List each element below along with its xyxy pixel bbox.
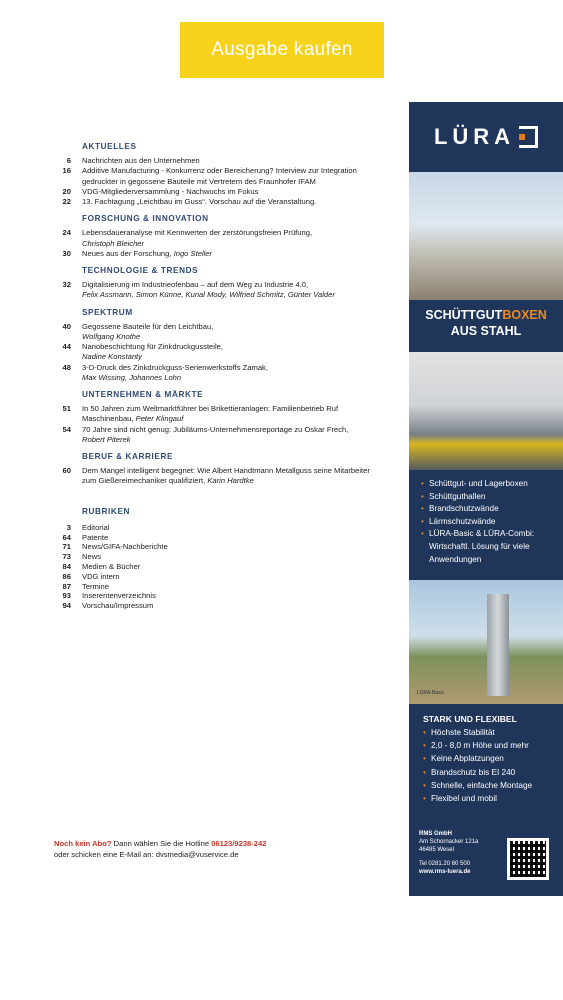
page-number: 84 [62, 562, 71, 572]
ad-photo-basic [409, 580, 563, 704]
page-number: 40 [62, 321, 71, 331]
toc-entry[interactable] [56, 342, 376, 362]
ad-photo-boxes [409, 172, 563, 300]
page-number: 54 [62, 424, 71, 434]
toc-entry[interactable] [56, 166, 376, 186]
subscription-note: Noch kein Abo? Dann wählen Sie die Hotline 06123/9238-242 oder schicken eine E-Mail an: dvsmedia@vuservice.de [54, 839, 267, 859]
page-number: 94 [62, 601, 71, 611]
page-number: 73 [62, 552, 71, 562]
toc-entry[interactable] [56, 249, 376, 259]
bullet-icon: • [423, 741, 426, 751]
section-forschung [56, 214, 376, 259]
entry-text: Dem Mangel intelligent begegnet: Wie Albert Handtmann Metallguss seine Mitarbeiter zum Gießereimechaniker qualifiziert, Karin Hardtke [82, 466, 370, 486]
list-item: • Schnelle, einfache Montage [423, 779, 559, 792]
toc-entry[interactable] [56, 363, 376, 383]
rubrik-text: Termine [82, 581, 110, 591]
section-technologie [56, 266, 376, 301]
section-unternehmen [56, 390, 376, 445]
entry-author: Peter Klingauf [135, 414, 184, 424]
rubrik-text: VDG intern [82, 571, 120, 581]
section-title: UNTERNEHMEN & MÄRKTE [82, 390, 204, 400]
entry-author: Nadine Konstanty [82, 352, 142, 362]
list-item: • Flexibel und mobil [423, 792, 559, 805]
toc-entry[interactable] [56, 197, 376, 207]
page-number: 48 [62, 362, 71, 372]
list-item: • Höchste Stabilität [423, 726, 559, 739]
ad-benefit-list [423, 726, 559, 805]
advertisement[interactable] [409, 102, 563, 896]
rubrik-item[interactable] [56, 552, 376, 562]
rubrik-item[interactable] [56, 601, 376, 611]
toc-entry[interactable] [56, 187, 376, 197]
entry-text: Neues aus der Forschung, Ingo Steller [82, 248, 213, 258]
section-rubriken [56, 507, 376, 611]
toc-entry[interactable] [56, 280, 376, 300]
bullet-icon: • [423, 767, 426, 777]
abo-lead: Noch kein Abo? [54, 839, 112, 848]
luera-logo: LÜRA [409, 102, 563, 172]
bullet-icon: • [423, 728, 426, 737]
pillar-shape [487, 594, 509, 696]
page-number: 3 [66, 522, 71, 532]
toc-entry[interactable] [56, 425, 376, 445]
entry-text: Lebensdaueranalyse mit Kennwerten der zerstörungsfreien Prüfung, Christoph Bleicher [82, 228, 313, 248]
entry-text: In 50 Jahren zum Weltmarktführer bei Brikettieranlagen: Familienbetrieb Ruf Maschinenbau, Peter Klingauf [82, 404, 339, 424]
section-title: BERUF & KARRIERE [82, 452, 174, 462]
entry-text: Nanobeschichtung für Zinkdruckgussteile, Nadine Konstanty [82, 342, 223, 362]
entry-author: Max Wissing, Johannes Lohn [82, 372, 182, 382]
rubrik-item[interactable] [56, 582, 376, 592]
list-item: • Schüttgut- und Lagerboxen [421, 478, 557, 491]
section-spektrum [56, 308, 376, 383]
rubrik-text: News [82, 552, 101, 562]
bullet-icon: • [423, 794, 426, 804]
list-item: • LÜRA-Basic & LÜRA-Combi: Wirtschaftl. Lösung für viele Anwendungen [421, 528, 557, 566]
entry-text: Additive Manufacturing - Konkurrenz oder Bereicherung? Interview zur Integration gedruckter in gegossene Bauteile mit Vertretern des Fraunhofer IFAM [82, 166, 357, 186]
section-beruf [56, 452, 376, 487]
rubrik-item[interactable] [56, 533, 376, 543]
bullet-icon: • [421, 529, 424, 539]
rubrik-item[interactable] [56, 572, 376, 582]
page-number: 24 [62, 228, 71, 238]
list-item: • 2,0 - 8,0 m Höhe und mehr [423, 739, 559, 752]
section-aktuelles [56, 142, 376, 207]
table-of-contents [56, 142, 376, 611]
toc-entry[interactable] [56, 404, 376, 424]
entry-author: Robert Piterek [82, 434, 131, 444]
section-title: TECHNOLOGIE & TRENDS [82, 266, 199, 276]
section-title: RUBRIKEN [82, 506, 131, 516]
list-item: • Schüttguthallen [421, 491, 557, 504]
list-item: • Brandschutz bis EI 240 [423, 766, 559, 779]
page-number: 87 [62, 581, 71, 591]
bullet-icon: • [421, 504, 424, 514]
entry-text: VDG-Mitgliederversammlung - Nachwuchs im Fokus [82, 186, 259, 196]
page-number: 30 [62, 248, 71, 258]
page-number: 93 [62, 591, 71, 601]
bullet-icon: • [423, 780, 426, 790]
list-item: • Brandschutzwände [421, 503, 557, 516]
list-item: • Keine Abplatzungen [423, 752, 559, 765]
page-number: 32 [62, 280, 71, 290]
page-number: 86 [62, 571, 71, 581]
entry-text: 13. Fachtagung „Leichtbau im Guss“. Vorschau auf die Veranstaltung. [82, 197, 317, 207]
photo-caption: LÜRA-Basic [417, 690, 445, 696]
entry-text: Digitalisierung im Industrieofenbau – auf dem Weg zu Industrie 4.0, Felix Assmann, Simon Künne, Kunal Mody, Wilfried Schmitz, Günter Valder [82, 280, 335, 300]
rubrik-item[interactable] [56, 562, 376, 572]
ad-contact: RMS GmbH Am Schornacker 121a 46485 Wesel Tel 0281.20 60 500 www.rms-luera.de [419, 830, 509, 876]
entry-author: Ingo Steller [173, 248, 213, 258]
page-number: 22 [62, 197, 71, 207]
page-number: 44 [62, 342, 71, 352]
list-item: • Lärmschutzwände [421, 516, 557, 529]
hotline-number[interactable]: 06123/9238-242 [211, 839, 267, 848]
entry-author: Christoph Bleicher [82, 238, 145, 248]
bullet-icon: • [421, 479, 424, 488]
page-number: 60 [62, 466, 71, 476]
rubrik-text: Vorschau/Impressum [82, 601, 154, 611]
entry-text: Nachrichten aus den Unternehmen [82, 156, 200, 166]
entry-author: Felix Assmann, Simon Künne, Kunal Mody, Wilfried Schmitz, Günter Valder [82, 290, 335, 300]
entry-text: 3-D-Druck des Zinkdruckguss-Serienwerkstoffs Zamak, Max Wissing, Johannes Lohn [82, 362, 268, 382]
ad-website-link[interactable]: www.rms-luera.de [419, 869, 471, 875]
rubrik-text: Inserentenverzeichnis [82, 591, 156, 601]
section-title: FORSCHUNG & INNOVATION [82, 214, 209, 224]
bullet-icon: • [421, 491, 424, 501]
rubrik-text: Medien & Bücher [82, 562, 141, 572]
entry-author: Karin Hardtke [207, 476, 254, 486]
entry-text: 70 Jahre sind nicht genug: Jubiläums-Unternehmensreportage zu Oskar Frech, Robert Piterek [82, 424, 349, 444]
buy-issue-button[interactable]: Ausgabe kaufen [180, 22, 384, 78]
entry-text: Gegossene Bauteile für den Leichtbau, Wolfgang Knothe [82, 321, 214, 342]
rubrik-item[interactable] [56, 523, 376, 533]
toc-entry[interactable] [56, 156, 376, 166]
bullet-icon: • [421, 516, 424, 526]
page-number: 20 [62, 186, 71, 196]
page-number: 16 [62, 166, 71, 176]
abo-email-text[interactable]: oder schicken eine E-Mail an: dvsmedia@vuservice.de [54, 849, 239, 859]
ad-photo-hall [409, 352, 563, 470]
rubrik-item[interactable] [56, 542, 376, 552]
entry-author: Wolfgang Knothe [82, 332, 141, 342]
bullet-icon: • [423, 754, 426, 764]
toc-entry[interactable] [56, 228, 376, 248]
logo-mark-icon [519, 126, 538, 148]
page-number: 6 [66, 156, 71, 166]
rubrik-text: Editorial [82, 522, 110, 532]
ad-feature-list [421, 478, 557, 566]
rubrik-text: News/GIFA-Nachberichte [82, 542, 168, 552]
ad-headline: SCHÜTTGUTBOXEN AUS STAHL [425, 308, 547, 338]
page-number: 51 [62, 404, 71, 414]
toc-entry[interactable] [56, 466, 376, 486]
rubrik-item[interactable] [56, 591, 376, 601]
page-number: 64 [62, 532, 71, 542]
toc-entry[interactable] [56, 322, 376, 342]
ad-subheading: STARK UND FLEXIBEL [423, 714, 517, 724]
section-title: AKTUELLES [82, 142, 137, 151]
qr-code-icon [507, 838, 549, 880]
rubrik-text: Patente [82, 532, 109, 542]
section-title: SPEKTRUM [82, 307, 133, 317]
page-number: 71 [62, 542, 71, 552]
